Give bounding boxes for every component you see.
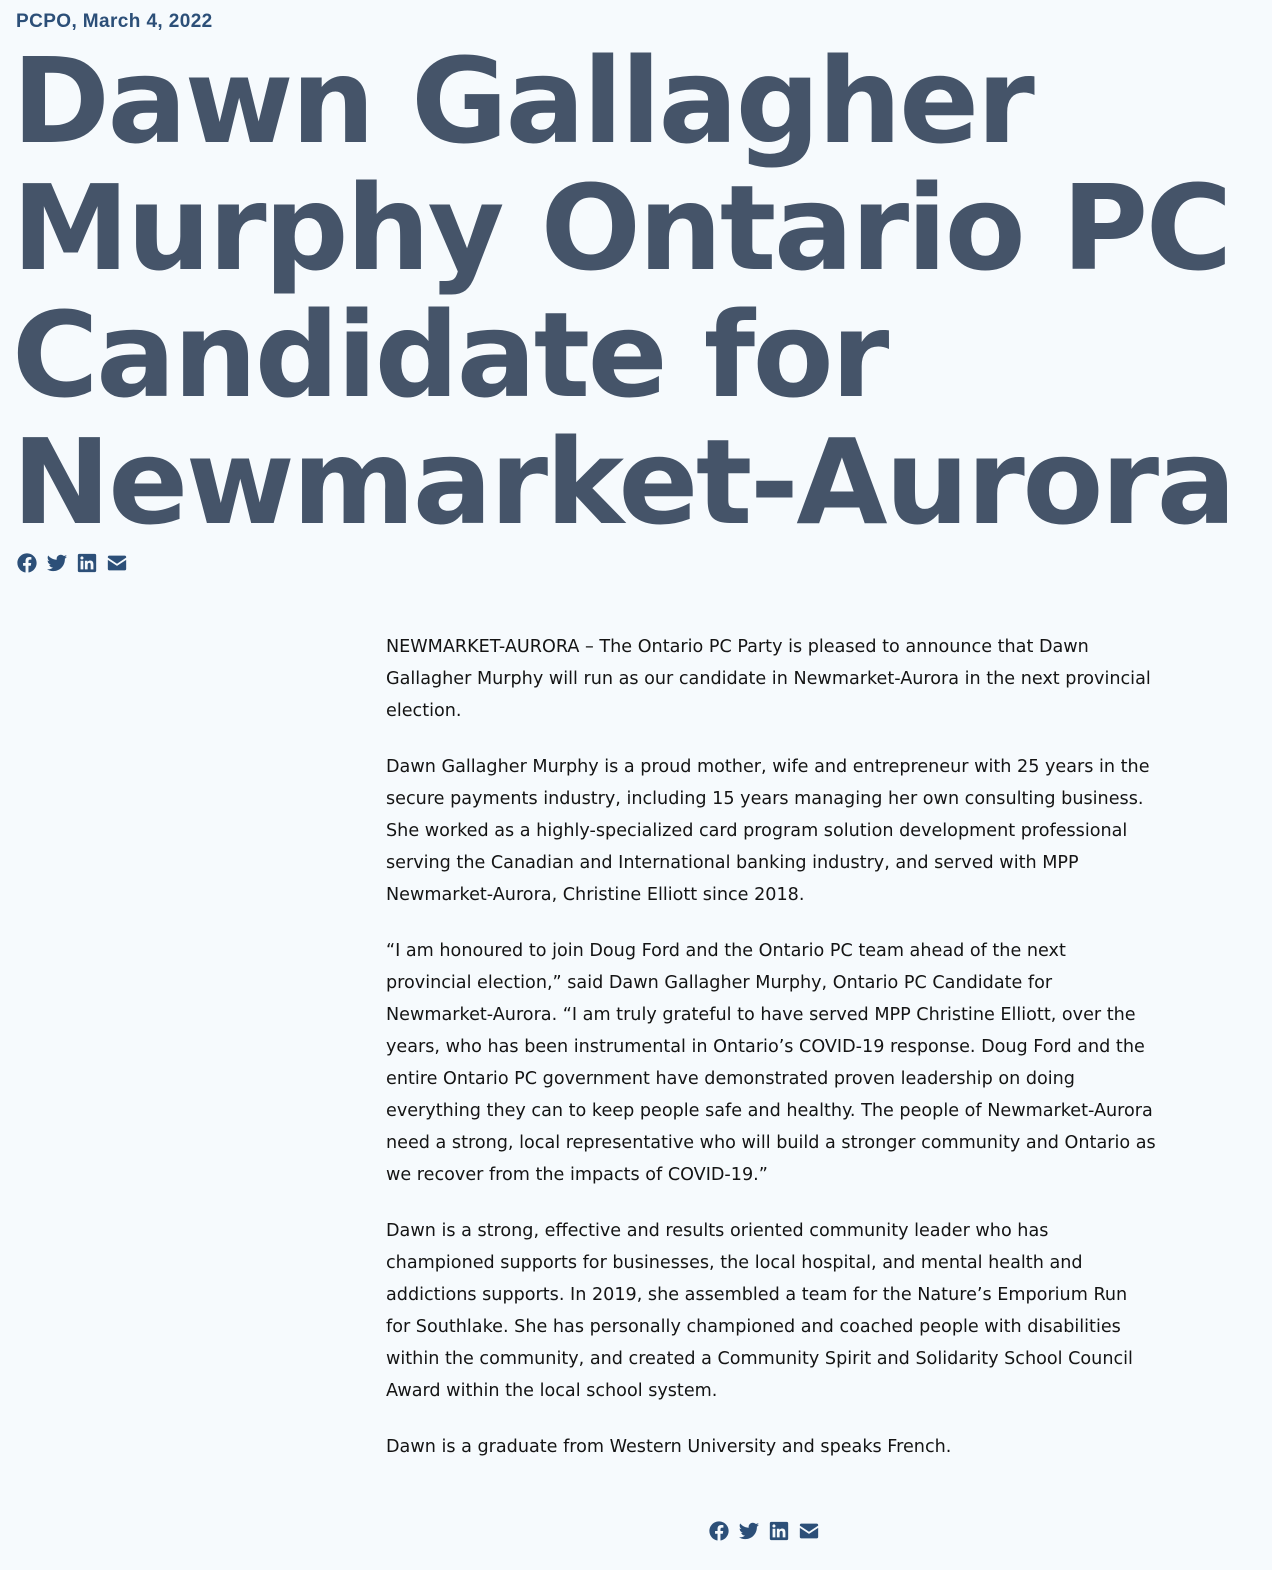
page-title-line: Newmarket-Aurora (12, 413, 1234, 551)
twitter-icon[interactable] (46, 552, 68, 574)
page-title-line: Candidate for (12, 286, 887, 424)
article-paragraph: Dawn is a strong, effective and results oriented community leader who has championed supports for businesses, the local hospital, and mental health and addictions supports. In 2019, she assembled a team for the Nature’s Emporium Run for Southlake. She has personally championed and coached people with disabilities within the community, and created a Community Spirit and Solidarity School Council Award within the local school system. (386, 1221, 1133, 1401)
facebook-icon[interactable] (708, 1520, 730, 1542)
article-paragraph: Dawn is a graduate from Western University and speaks French. (386, 1437, 952, 1457)
email-icon[interactable] (798, 1520, 820, 1542)
email-icon[interactable] (106, 552, 128, 574)
article-byline: PCPO, March 4, 2022 (16, 11, 213, 32)
share-bar-bottom (708, 1520, 820, 1542)
article-body (386, 631, 1156, 1487)
article-paragraph: NEWMARKET-AURORA – The Ontario PC Party is pleased to announce that Dawn Gallagher Murphy will run as our candidate in Newmarket-Aurora in the next provincial election. (386, 637, 1151, 721)
page-title-line: Murphy Ontario PC (12, 159, 1230, 297)
twitter-icon[interactable] (738, 1520, 760, 1542)
article-paragraph: Dawn Gallagher Murphy is a proud mother, wife and entrepreneur with 25 years in the secure payments industry, including 15 years managing her own consulting business. She worked as a highly-specialized card program solution development professional serving the Canadian and International banking industry, and served with MPP Newmarket-Aurora, Christine Elliott since 2018. (386, 757, 1150, 905)
page-title-line: Dawn Gallagher (12, 32, 1033, 170)
share-bar-top (16, 552, 128, 574)
facebook-icon[interactable] (16, 552, 38, 574)
linkedin-icon[interactable] (76, 552, 98, 574)
article-paragraph: “I am honoured to join Doug Ford and the Ontario PC team ahead of the next provincial election,” said Dawn Gallagher Murphy, Ontario PC Candidate for Newmarket-Aurora. “I am truly grateful to have served MPP Christine Elliott, over the years, who has been instrumental in Ontario’s COVID-19 response. Doug Ford and the entire Ontario PC government have demonstrated proven leadership on doing everything they can to keep people safe and healthy. The people of Newmarket-Aurora need a strong, local representative who will build a stronger community and Ontario as we recover from the impacts of COVID-19.” (386, 941, 1156, 1185)
page-title (12, 32, 1270, 551)
linkedin-icon[interactable] (768, 1520, 790, 1542)
